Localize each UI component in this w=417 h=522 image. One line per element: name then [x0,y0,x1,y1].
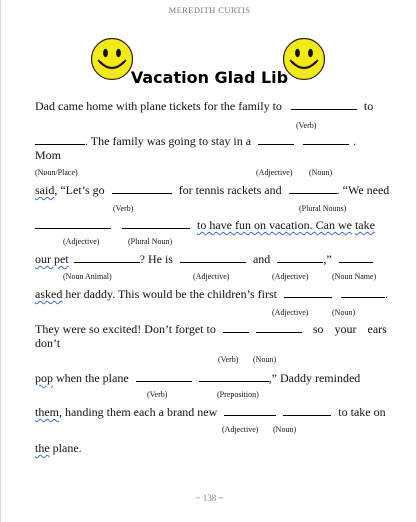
story-text: . [353,134,357,148]
story-line [35,441,82,455]
story-line [35,405,386,419]
blank-noun[interactable] [256,322,302,333]
story-line [35,287,388,301]
page-title: Vacation Glad Lib [130,68,289,87]
story-text: so [312,322,324,336]
story-text: her daddy. This would be the children’s first [65,287,277,301]
blank-label: (Noun) [332,308,356,317]
blank-label: (Plural Nouns) [299,204,347,213]
story-text: your [334,322,357,336]
story-text: the [35,441,50,455]
story-line [35,252,373,266]
blank-adjective[interactable] [180,252,246,263]
blank-adjective[interactable] [277,252,323,263]
story-text: them [35,405,59,419]
story-text: ,” [323,252,332,266]
blank-plural-nouns[interactable] [289,183,337,194]
story-line [35,371,360,385]
story-text: . “We need [336,183,390,197]
blank-plural-noun[interactable] [122,218,190,229]
story-line [35,322,387,336]
blank-label: (Adjective) [272,272,309,281]
blank-noun[interactable] [303,134,349,145]
story-text: our pet [35,252,69,266]
story-text: don’t [35,336,61,350]
blank-label: (Noun/Place) [35,168,78,177]
story-text: for tennis rackets and [178,183,282,197]
blank-verb[interactable] [112,183,172,194]
blank-label: (Adjective) [222,425,259,434]
story-text: to have fun on vacation. Can we [197,218,352,232]
story-text: Mom [35,148,62,162]
story-line [35,134,356,148]
blank-label: (Verb) [296,121,317,130]
story-text: to [363,99,374,113]
story-text: plane. [52,441,82,455]
story-line [35,148,61,162]
blank-verb[interactable] [136,371,192,382]
blank-noun-name[interactable] [339,252,373,263]
story-text: to take on [338,405,386,419]
story-line [35,99,373,113]
blank-adjective[interactable] [284,287,332,298]
blank-label: (Verb) [147,390,168,399]
blank-label: (Noun) [309,168,333,177]
page-number: ~ 138 ~ [195,493,224,503]
story-line [35,183,389,197]
blank-label: (Adjective) [256,168,293,177]
blank-label: (Verb) [113,204,134,213]
blank-adjective[interactable] [258,134,294,145]
blank-adjective[interactable] [224,405,276,416]
story-line [35,336,60,350]
story-text: , “Let’s go [54,183,105,197]
story-text: ,” Daddy reminded [268,371,361,385]
story-text: and [252,252,271,266]
blank-label: (Noun) [253,355,277,364]
blank-preposition[interactable] [199,371,269,382]
story-text: . [384,287,388,301]
story-text: said [35,183,55,197]
blank-label: (Adjective) [63,237,100,246]
story-line [35,218,375,232]
story-text: . The family was going to stay in a [85,134,252,148]
blank-label: (Noun) [273,425,297,434]
blank-noun[interactable] [283,405,331,416]
story-text: ? He is [139,252,173,266]
blank-adjective[interactable] [35,218,111,229]
story-text: ears [367,322,387,336]
story-text: take [354,218,375,232]
story-text: They were so excited! Don’t forget to [35,322,216,336]
blank-label: (Preposition) [217,390,259,399]
blank-label: (Adjective) [272,308,309,317]
blank-label: (Plural Noun) [128,237,173,246]
blank-noun-animal[interactable] [74,252,140,263]
blank-verb[interactable] [291,99,357,110]
story-text: pop [35,371,53,385]
running-header: MEREDITH CURTIS [168,5,251,15]
story-text: , handing them each a brand new [59,405,218,419]
blank-label: (Verb) [218,355,239,364]
blank-noun-place[interactable] [35,134,85,145]
story-text: when the plane [56,371,129,385]
story-text: asked [35,287,63,301]
blank-verb[interactable] [223,322,249,333]
blank-label: (Adjective) [193,272,230,281]
blank-noun[interactable] [341,287,385,298]
blank-label: (Noun Animal) [63,272,112,281]
story-text: Dad came home with plane tickets for the family to [35,99,282,113]
blank-label: (Noun Name) [332,272,377,281]
